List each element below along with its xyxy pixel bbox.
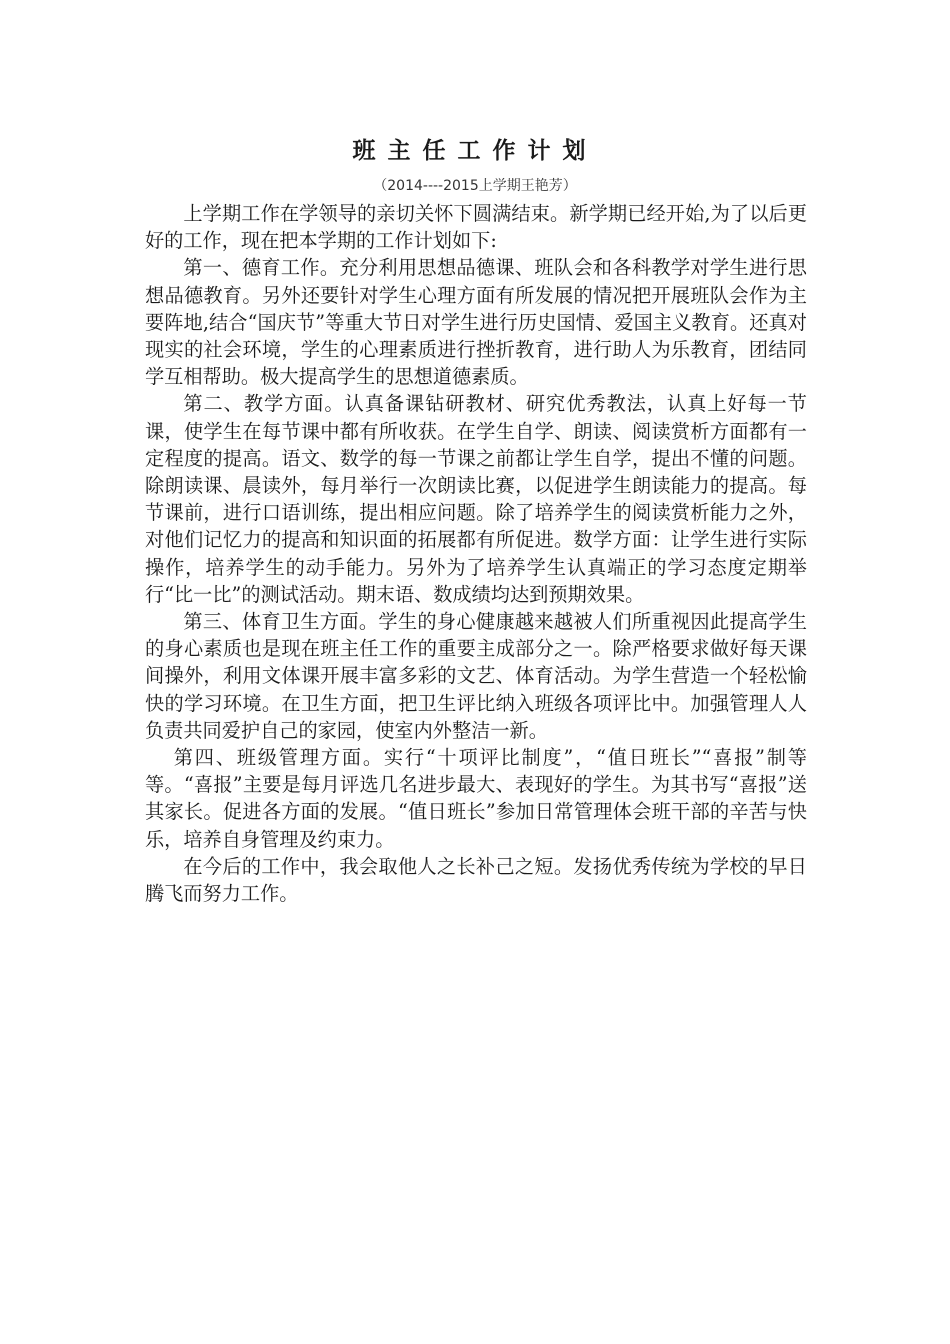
paragraph-conclusion: 在今后的工作中，我会取他人之长补己之短。发扬优秀传统为学校的早日腾飞而努力工作。 [145,854,807,906]
paragraph-class-management: 第四、班级管理方面。实行“十项评比制度”，“值日班长”“喜报”制等等。“喜报”主要是每月评选几名进步最大、表现好的学生。为其书写“喜报”送其家长。促进各方面的发展。“值日班长”参加日常管理体会班干部的辛苦与快乐，培养自身管理及约束力。 [145,746,807,851]
paragraph-teaching: 第二、教学方面。认真备课钻研教材、研究优秀教法，认真上好每一节课，使学生在每节课中都有所收获。在学生自学、朗读、阅读赏析方面都有一定程度的提高。语文、数学的每一节课之前都让学生自学，提出不懂的问题。除朗读课、晨读外，每月举行一次朗读比赛，以促进学生朗读能力的提高。每节课前，进行口语训练，提出相应问题。除了培养学生的阅读赏析能力之外，对他们记忆力的提高和知识面的拓展都有所促进。数学方面：让学生进行实际操作，培养学生的动手能力。另外为了培养学生认真端正的学习态度定期举行“比一比”的测试活动。期末语、数成绩均达到预期效果。 [145,392,807,606]
paragraph-sports-hygiene: 第三、体育卫生方面。学生的身心健康越来越被人们所重视因此提高学生的身心素质也是现在班主任工作的重要主成部分之一。除严格要求做好每天课间操外，利用文体课开展丰富多彩的文艺、体育活动。为学生营造一个轻松愉快的学习环境。在卫生方面，把卫生评比纳入班级各项评比中。加强管理人人负责共同爱护自己的家园，使室内外整洁一新。 [145,610,807,742]
document-title: 班主任工作计划 [352,138,598,164]
document-body [145,200,807,907]
paragraph-intro: 上学期工作在学领导的亲切关怀下圆满结束。新学期已经开始,为了以后更好的工作，现在把本学期的工作计划如下: [145,202,807,253]
paragraph-moral-education: 第一、德育工作。充分利用思想品德课、班队会和各科教学对学生进行思想品德教育。另外还要针对学生心理方面有所发展的情况把开展班队会作为主要阵地,结合“国庆节”等重大节日对学生进行历史国情、爱国主义教育。还真对现实的社会环境，学生的心理素质进行挫折教育，进行助人为乐教育，团结同学互相帮助。极大提高学生的思想道德素质。 [145,256,807,389]
document-subtitle: （2014----2015上学期王艳芳） [373,178,577,194]
